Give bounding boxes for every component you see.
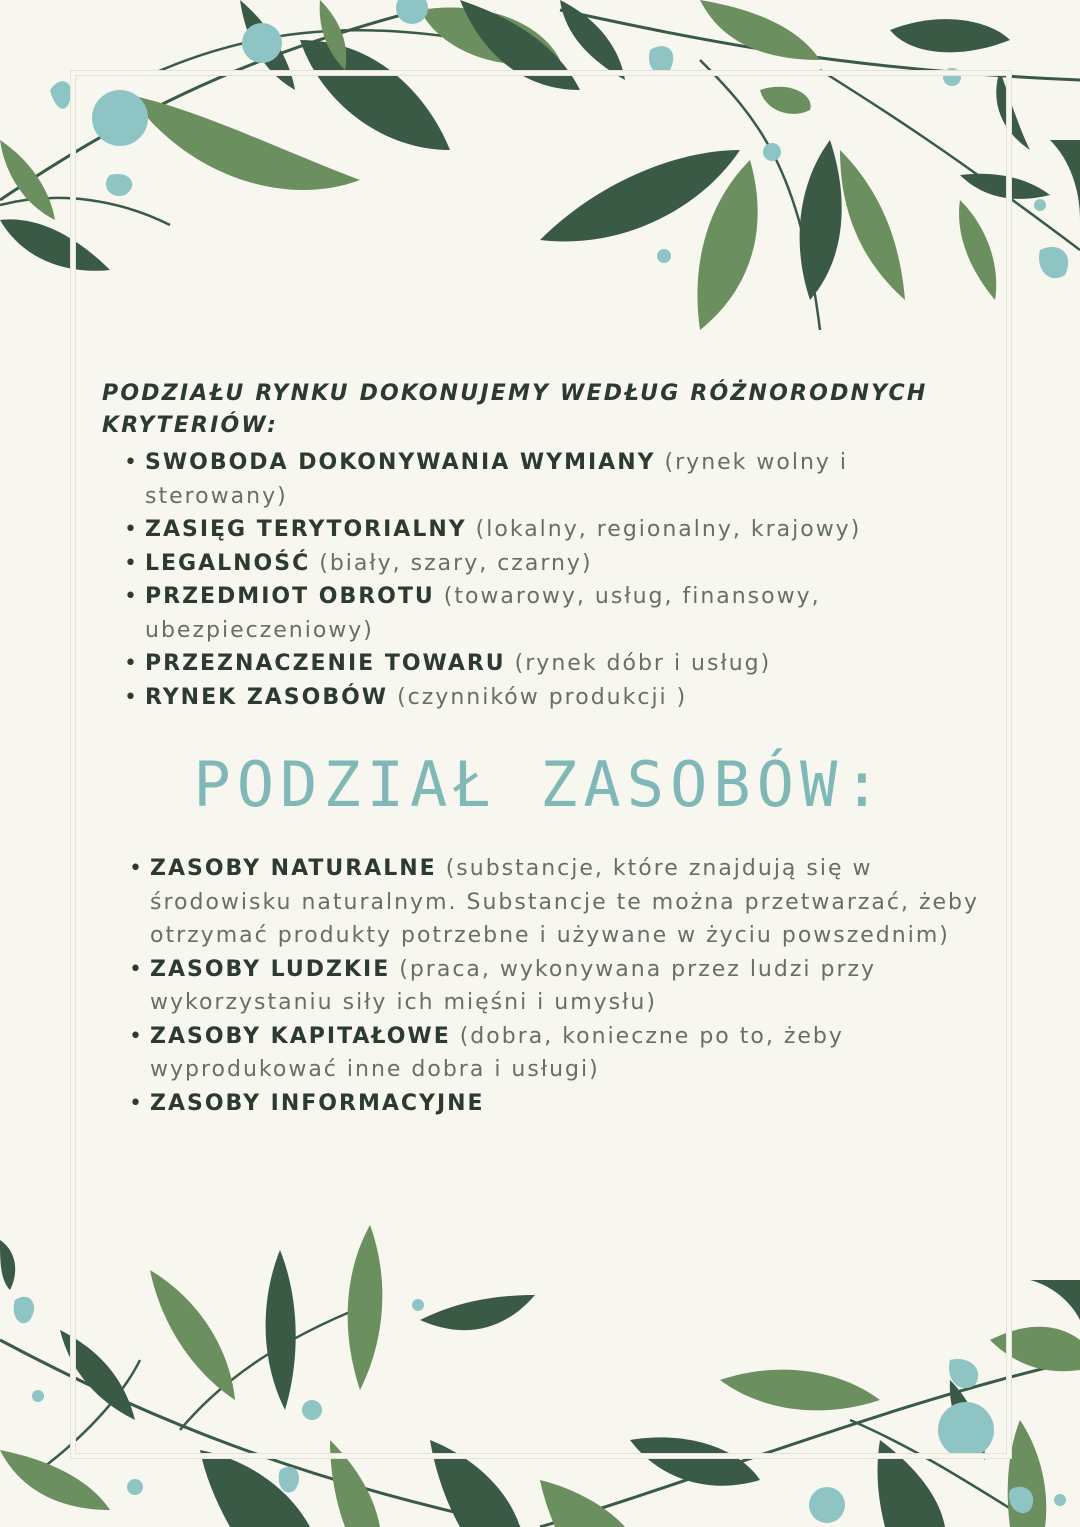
resource-desc: (dobra, konieczne po to, żeby wyprodukować inne dobra i usługi) <box>150 1023 844 1082</box>
list-item <box>127 953 987 1020</box>
criterion-desc: (biały, szary, czarny) <box>310 550 593 576</box>
list-item <box>122 547 982 581</box>
list-item <box>122 647 982 681</box>
criterion-desc: (czynników produkcji ) <box>388 684 688 710</box>
list-item <box>127 852 987 953</box>
criterion-term: LEGALNOŚĆ <box>145 550 311 576</box>
list-item <box>122 681 982 715</box>
criterion-term: RYNEK ZASOBÓW <box>145 684 389 710</box>
criterion-term: SWOBODA DOKONYWANIA WYMIANY <box>145 450 656 475</box>
criterion-desc: (towarowy, usług, finansowy, ubezpieczeniowy) <box>145 584 821 643</box>
list-item <box>127 1087 987 1121</box>
criterion-term: PRZEDMIOT OBROTU <box>145 584 435 609</box>
intro-text: PODZIAŁU RYNKU DOKONUJEMY WEDŁUG RÓŻNORODNYCH KRYTERIÓW: <box>102 381 928 438</box>
criterion-desc: (rynek dóbr i usług) <box>505 651 772 676</box>
list-item <box>122 580 982 647</box>
criterion-desc: (lokalny, regionalny, krajowy) <box>466 517 862 542</box>
market-criteria-list <box>122 446 982 714</box>
resource-term: ZASOBY KAPITAŁOWE <box>150 1023 451 1049</box>
criterion-term: ZASIĘG TERYTORIALNY <box>145 517 467 542</box>
list-item <box>127 1020 987 1087</box>
list-item <box>122 446 982 513</box>
criterion-term: PRZEZNACZENIE TOWARU <box>145 651 506 676</box>
list-item <box>122 513 982 547</box>
criterion-desc: (rynek wolny i sterowany) <box>145 450 849 509</box>
resources-list <box>127 852 987 1120</box>
resource-term: ZASOBY NATURALNE <box>150 856 437 881</box>
section-heading: PODZIAŁ ZASOBÓW: <box>193 748 887 821</box>
resource-term: ZASOBY INFORMACYJNE <box>150 1090 485 1116</box>
resource-desc: (praca, wykonywana przez ludzi przy wykorzystaniu siły ich mięśni i umysłu) <box>150 956 877 1015</box>
resource-term: ZASOBY LUDZKIE <box>150 956 391 982</box>
resource-desc: (substancje, które znajdują się w środowisku naturalnym. Substancje te można przetwarzać, żeby otrzymać produkty potrzebne i używane w życiu powszednim) <box>150 856 980 948</box>
